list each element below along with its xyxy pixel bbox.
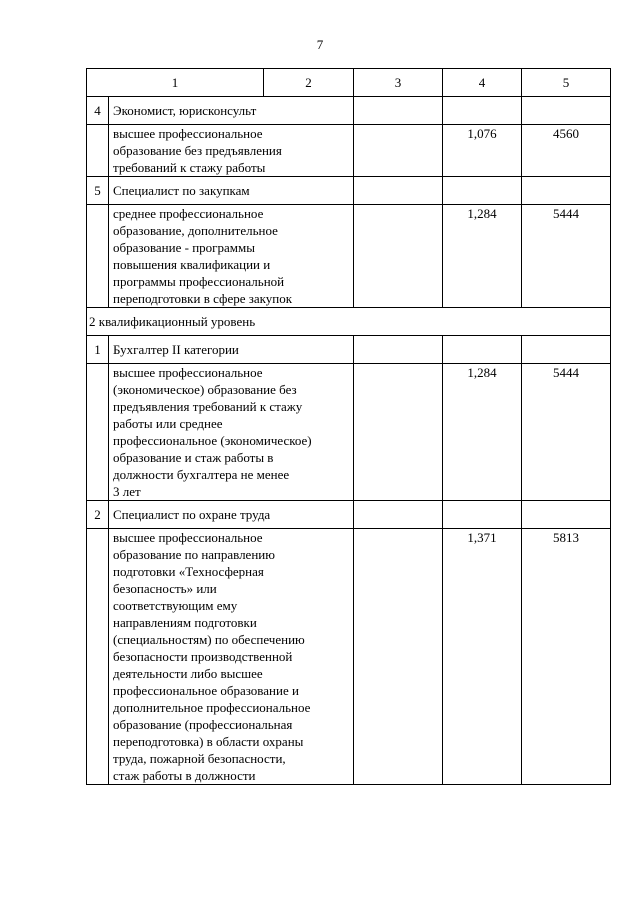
requirement-line: должности бухгалтера не менее <box>113 467 290 482</box>
requirement-line: (специальностям) по обеспечению <box>113 632 305 647</box>
position-title: Бухгалтер II категории <box>109 336 354 364</box>
position-row <box>87 97 611 125</box>
position-title: Специалист по закупкам <box>109 177 354 205</box>
requirement-line: деятельности либо высшее <box>113 666 263 681</box>
coefficient-value: 1,284 <box>443 205 522 308</box>
position-row <box>87 501 611 529</box>
salary-value: 5444 <box>522 205 611 308</box>
requirement-text <box>109 364 354 501</box>
empty-cell <box>354 501 443 529</box>
requirement-line: переподготовки в сфере закупок <box>113 291 293 306</box>
requirement-line: стаж работы в должности <box>113 768 256 783</box>
empty-cell <box>87 125 109 177</box>
requirement-line: образование и стаж работы в <box>113 450 274 465</box>
qualification-level-title: 2 квалификационный уровень <box>87 308 611 336</box>
requirement-line: подготовки «Техносферная <box>113 564 264 579</box>
requirement-line: программы профессиональной <box>113 274 285 289</box>
position-number: 4 <box>87 97 109 125</box>
position-title: Экономист, юрисконсульт <box>109 97 354 125</box>
requirement-row <box>87 529 611 785</box>
requirement-line: труда, пожарной безопасности, <box>113 751 286 766</box>
qualification-level-row <box>87 308 611 336</box>
requirement-line: образование без предъявления <box>113 143 282 158</box>
empty-cell <box>522 501 611 529</box>
empty-cell <box>443 97 522 125</box>
empty-cell <box>522 336 611 364</box>
page-number: 7 <box>316 37 324 52</box>
requirement-line: (экономическое) образование без <box>113 382 297 397</box>
requirement-text <box>109 529 354 785</box>
empty-cell <box>522 97 611 125</box>
requirement-text <box>109 205 354 308</box>
requirement-text <box>109 125 354 177</box>
header-cell-1: 1 <box>87 69 264 97</box>
requirement-line: высшее профессиональное <box>113 365 263 380</box>
requirement-line: образование (профессиональная <box>113 717 293 732</box>
requirement-line: высшее профессиональное <box>113 126 263 141</box>
empty-cell <box>87 205 109 308</box>
requirement-line: повышения квалификации и <box>113 257 271 272</box>
position-row <box>87 336 611 364</box>
empty-cell <box>354 125 443 177</box>
coefficient-value: 1,371 <box>443 529 522 785</box>
position-row <box>87 177 611 205</box>
requirement-line: работы или среднее <box>113 416 223 431</box>
requirement-line: профессиональное (экономическое) <box>113 433 312 448</box>
requirement-line: безопасность» или <box>113 581 217 596</box>
empty-cell <box>354 364 443 501</box>
requirement-line: предъявления требований к стажу <box>113 399 303 414</box>
requirement-line: требований к стажу работы <box>113 160 266 175</box>
position-title: Специалист по охране труда <box>109 501 354 529</box>
empty-cell <box>443 501 522 529</box>
requirement-line: направлениям подготовки <box>113 615 257 630</box>
empty-cell <box>443 336 522 364</box>
requirement-line: профессиональное образование и <box>113 683 299 698</box>
requirement-row <box>87 364 611 501</box>
header-cell-4: 4 <box>443 69 522 97</box>
empty-cell <box>354 529 443 785</box>
empty-cell <box>87 529 109 785</box>
qualification-table <box>86 68 611 785</box>
requirement-line: переподготовка) в области охраны <box>113 734 304 749</box>
requirement-line: высшее профессиональное <box>113 530 263 545</box>
position-number: 5 <box>87 177 109 205</box>
empty-cell <box>354 177 443 205</box>
requirement-line: образование по направлению <box>113 547 275 562</box>
requirement-line: дополнительное профессиональное <box>113 700 311 715</box>
requirement-row <box>87 125 611 177</box>
empty-cell <box>354 205 443 308</box>
requirement-line: образование - программы <box>113 240 255 255</box>
requirement-line: соответствующим ему <box>113 598 238 613</box>
salary-value: 4560 <box>522 125 611 177</box>
requirement-line: среднее профессиональное <box>113 206 264 221</box>
coefficient-value: 1,284 <box>443 364 522 501</box>
requirement-line: образование, дополнительное <box>113 223 278 238</box>
requirement-row <box>87 205 611 308</box>
coefficient-value: 1,076 <box>443 125 522 177</box>
empty-cell <box>522 177 611 205</box>
empty-cell <box>443 177 522 205</box>
header-cell-2: 2 <box>264 69 354 97</box>
empty-cell <box>87 364 109 501</box>
header-cell-3: 3 <box>354 69 443 97</box>
salary-value: 5444 <box>522 364 611 501</box>
requirement-line: безопасности производственной <box>113 649 293 664</box>
header-cell-5: 5 <box>522 69 611 97</box>
position-number: 2 <box>87 501 109 529</box>
salary-value: 5813 <box>522 529 611 785</box>
position-number: 1 <box>87 336 109 364</box>
table-header-row <box>87 69 611 97</box>
requirement-line: 3 лет <box>113 484 141 499</box>
empty-cell <box>354 336 443 364</box>
empty-cell <box>354 97 443 125</box>
